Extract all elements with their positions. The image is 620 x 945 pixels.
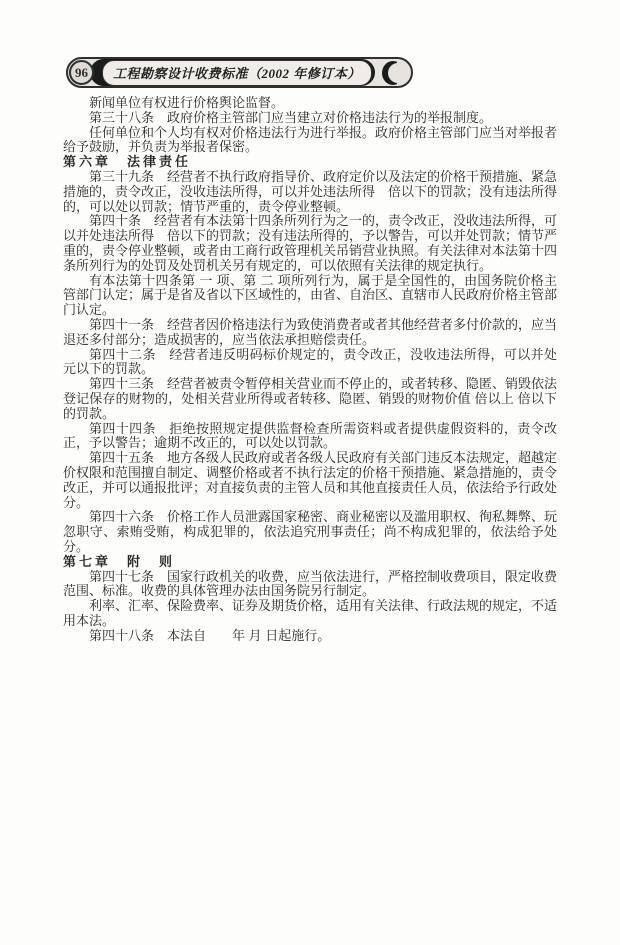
article-46-paragraph: 第四十六条 价格工作人员泄露国家秘密、商业秘密以及滥用职权、徇私舞弊、玩忽职守、索贿受贿，构成犯罪的，依法追究刑事责任；尚不构成犯罪的，依法给予处分。: [63, 509, 558, 554]
article-44-paragraph: 第四十四条 拒绝按照规定提供监督检查所需资料或者提供虚假资料的，责令改正，予以警告；逾期不改正的，可以处以罚款。: [63, 420, 557, 451]
page-header: [0, 0, 620, 88]
article-42-paragraph: 第四十二条 经营者违反明码标价规定的，责令改正，没收违法所得，可以并处 元以下的罚款。: [63, 346, 571, 377]
article-38-paragraph: 第三十八条 政府价格主管部门应当建立对价格违法行为的举报制度。: [89, 109, 493, 125]
article-41-paragraph: 第四十一条 经营者因价格违法行为致使消费者或者其他经营者多付价款的，应当退还多付部分；造成损害的，应当依法承担赔偿责任。: [63, 316, 558, 347]
chapter-7-heading: 第七章 附 则: [63, 553, 176, 569]
header-banner: [66, 57, 413, 88]
chapter-6-heading: 第六章 法律责任: [63, 154, 192, 170]
article-48-paragraph: 第四十八条 本法自 年 月 日起施行。: [89, 627, 331, 643]
article-39-paragraph: 第三十九条 经营者不执行政府指导价、政府定价以及法定的价格干预措施、紧急措施的，责令改正，没收违法所得，可以并处违法所得 倍以下的罚款；没有违法所得的，可以处以罚款；情节严重的，责令停业整顿。: [63, 168, 558, 214]
intro-paragraph: 任何单位和个人均有权对价格违法行为进行举报。政府价格主管部门应当对举报者给予鼓励，并负责为举报者保密。: [63, 124, 558, 155]
header-title: 工程勘察设计收费标准（2002 年修订本）: [102, 60, 372, 86]
crescent-icon: [382, 60, 397, 86]
article-45-paragraph: 第四十五条 地方各级人民政府或者各级人民政府有关部门违反本法规定，超越定价权限和范围擅自制定、调整价格或者不执行法定的价格干预措施、紧急措施的，责令改正，并可以通报批评；对直接负责的主管人员和其他直接责任人员，依法给予行政处分。: [63, 450, 558, 510]
article-40-paragraph: 第四十条 经营者有本法第十四条所列行为之一的，责令改正，没收违法所得，可以并处违法所得 倍以下的罚款；没有违法所得的，予以警告，可以并处罚款；情节严重的，责令停业整顿，或者由工商行政管理机关吊销营业执照。有关法律对本法第十四条所列行为的处罚及处罚机关另有规定的，可以依照有关法律的规定执行。: [63, 213, 558, 273]
intro-paragraph: 新闻单位有权进行价格舆论监督。: [89, 95, 285, 110]
header-banner-band: [90, 59, 375, 86]
rates-paragraph: 利率、汇率、保险费率、证券及期货价格，适用有关法律、行政法规的规定，不适用本法。: [63, 598, 558, 628]
article-40-continuation-paragraph: 有本法第十四条第 一 项、第 二 项所列行为，属于是全国性的，由国务院价格主管部门认定；属于是省及省以下区域性的，由省、自治区、直辖市人民政府价格主管部门认定。: [63, 272, 558, 318]
article-47-paragraph: 第四十七条 国家行政机关的收费，应当依法进行，严格控制收费项目，限定收费范围、标准。收费的具体管理办法由国务院另行制定。: [63, 568, 558, 599]
document-body: [63, 95, 571, 643]
page-number-badge: 96: [69, 60, 94, 85]
article-43-paragraph: 第四十三条 经营者被责令暂停相关营业而不停止的，或者转移、隐匿、销毁依法登记保存的财物的，处相关营业所得或者转移、隐匿、销毁的财物价值 倍以上 倍以下的罚款。: [63, 376, 558, 421]
